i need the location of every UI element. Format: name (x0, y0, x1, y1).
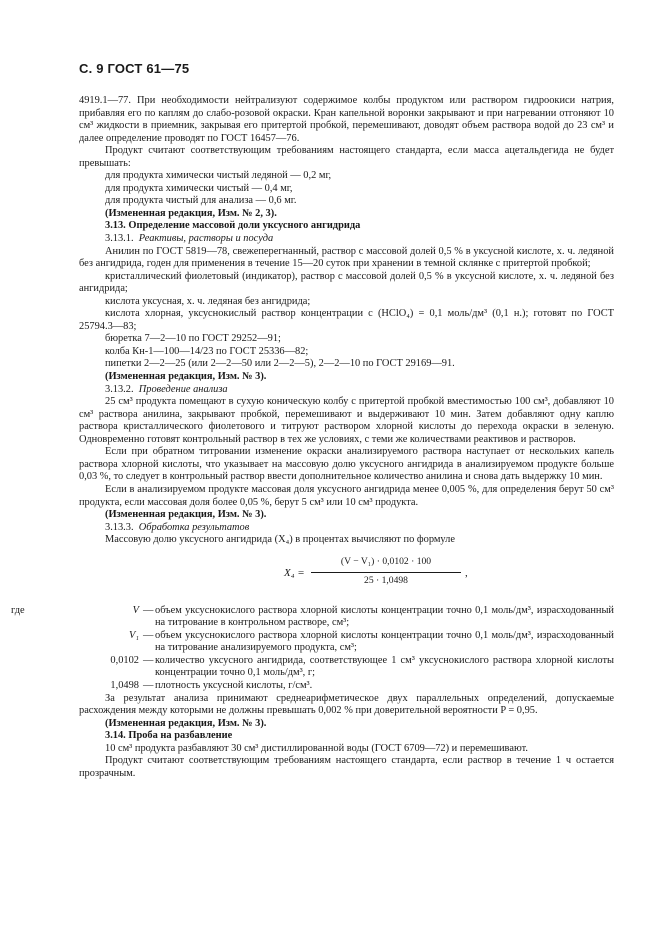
list-item: бюретка 7—2—10 по ГОСТ 29252—91; (105, 333, 281, 345)
definition-dash: — (143, 604, 154, 616)
formula-comma: , (465, 566, 468, 579)
definition-text: объем уксуснокислого раствора хлорной кислоты концентрации точно 0,1 моль/дм³, израсходованный на титрование в контрольном растворе, см³; (155, 604, 614, 629)
list-item: для продукта химически чистый ледяной — 0,2 мг, (105, 170, 332, 182)
where-label: где (11, 604, 25, 616)
formula-numerator: (V − V₁) · 0,0102 · 100 (340, 555, 432, 567)
definition-symbol: 1,0498 (110, 679, 139, 691)
paragraph: 4919.1—77. При необходимости нейтрализуют содержимое колбы продуктом или раствором гидроокиси натрия, прибавляя его по каплям до слабо-розовой окраски. Кран капельной воронки закрывают и при нагревании отгоняют 10 см³ жидкости в приемник, закрывая его притертой пробкой, перемешивают, доводят объем раствора водой до 23 см³ и далее определение проводят по ГОСТ 16457—76. (79, 95, 614, 144)
paragraph: Массовую долю уксусного ангидрида (X₄) в процентах вычисляют по формуле (105, 534, 455, 546)
definitions (11, 604, 614, 693)
definition-symbol: V₁ (129, 629, 139, 641)
subsection-title: Обработка результатов (138, 521, 250, 533)
subsection-heading (79, 522, 614, 535)
subsection-title: Реактивы, растворы и посуда (138, 233, 274, 245)
definition-item (79, 680, 614, 693)
formula (79, 553, 614, 597)
definition-text: количество уксусного ангидрида, соответствующее 1 см³ уксуснокислого раствора хлорной кислоты концентрации точно 0,1 моль/дм³, г; (155, 654, 614, 679)
paragraph: 25 см³ продукта помещают в сухую коническую колбу с притертой пробкой вместимостью 100 см³, добавляют 10 см³ раствора анилина, закрывают пробкой, перемешивают и выдерживают 10 мин. Затем добавляют одну каплю раствора кристаллического фиолетового и титруют раствором хлорной кислоты до перехода окраски в зеленую. Одновременно готовят контрольный раствор в тех же условиях, с теми же количествами реактивов и растворов. (79, 396, 614, 445)
subsection-title: Проведение анализа (138, 383, 228, 395)
subsection-heading (79, 384, 614, 397)
list-item: пипетки 2—2—25 (или 2—2—50 или 2—2—5), 2—2—10 по ГОСТ 29169—91. (105, 358, 455, 370)
list-item: для продукта чистый для анализа — 0,6 мг. (105, 195, 297, 207)
amendment-note: (Измененная редакция, Изм. № 2, 3). (105, 207, 277, 219)
paragraph: Анилин по ГОСТ 5819—78, свежеперегнанный, раствор с массовой долей 0,5 % в уксусной кислоте, х. ч. ледяной без ангидрида, годен для применения в течение 15—20 суток при хранении в темной склянке с притертой пробкой; (79, 245, 614, 270)
definition-dash: — (143, 679, 154, 691)
amendment-note: (Измененная редакция, Изм. № 3). (105, 509, 267, 521)
paragraph: Если при обратном титровании изменение окраски анализируемого раствора наступает от нескольких капель раствора хлорной кислоты, что указывает на массовую долю уксусного ангидрида в анализируемом продукте больше 0,03 %, то следует в контрольный раствор ввести дополнительное количество анилина и снова дать выдержку 10 мин. (79, 446, 614, 483)
paragraph: кислота хлорная, уксуснокислый раствор концентрации с (HClO₄) = 0,1 моль/дм³ (0,1 н.); готовят по ГОСТ 25794.3—83; (79, 308, 614, 332)
definition-symbol: V (132, 604, 139, 616)
paragraph: Продукт считают соответствующим требованиям настоящего стандарта, если масса ацетальдегида не будет превышать: (79, 145, 614, 169)
list-item: для продукта химически чистый — 0,4 мг, (105, 182, 293, 194)
fraction-bar (311, 572, 461, 573)
definition-text: объем уксуснокислого раствора хлорной кислоты концентрации точно 0,1 моль/дм³, израсходованный на титрование анализируемого продукта, см³; (155, 629, 614, 654)
subsection-number: 3.13.3. (105, 521, 134, 533)
paragraph: Если в анализируемом продукте массовая доля уксусного ангидрида менее 0,005 %, для определения берут 50 см³ продукта, если массовая доля более 0,05 %, берут 5 см³ или 10 см³ продукта. (79, 483, 614, 508)
definition-text: плотность уксусной кислоты, г/см³. (155, 679, 313, 691)
paragraph: кристаллический фиолетовый (индикатор), раствор с массовой долей 0,5 % в уксусной кислоте, х. ч. ледяной без ангидрида; (79, 270, 614, 295)
definition-symbol: 0,0102 (110, 654, 139, 666)
definition-item (79, 630, 614, 655)
definition-item (79, 605, 614, 630)
formula-lhs: X₄ = (284, 566, 305, 579)
paragraph: 10 см³ продукта разбавляют 30 см³ дистиллированной воды (ГОСТ 6709—72) и перемешивают. (105, 742, 528, 754)
definition-dash: — (143, 654, 154, 666)
subsection-number: 3.13.1. (105, 233, 134, 245)
paragraph: Продукт считают соответствующим требованиям настоящего стандарта, если раствор в течение 1 ч остается прозрачным. (79, 755, 614, 779)
list-item: колба Кн-1—100—14/23 по ГОСТ 25336—82; (105, 345, 309, 357)
amendment-note: (Измененная редакция, Изм. № 3). (105, 371, 267, 383)
section-heading: 3.14. Проба на разбавление (105, 730, 233, 742)
formula-denominator: 25 · 1,0498 (364, 574, 408, 586)
definition-dash: — (143, 629, 154, 641)
section-heading: 3.13. Определение массовой доли уксусного ангидрида (105, 220, 361, 232)
document-body (11, 95, 614, 780)
paragraph: кислота уксусная, х. ч. ледяная без ангидрида; (105, 295, 311, 307)
page-header: С. 9 ГОСТ 61—75 (79, 61, 190, 76)
paragraph: За результат анализа принимают среднеарифметическое двух параллельных определений, допускаемые расхождения между которыми не должны превышать 0,002 % при доверительной вероятности P = 0,95. (79, 692, 614, 717)
subsection-number: 3.13.2. (105, 383, 134, 395)
amendment-note: (Измененная редакция, Изм. № 3). (105, 717, 267, 729)
definition-item (79, 655, 614, 680)
subsection-heading (79, 233, 614, 246)
